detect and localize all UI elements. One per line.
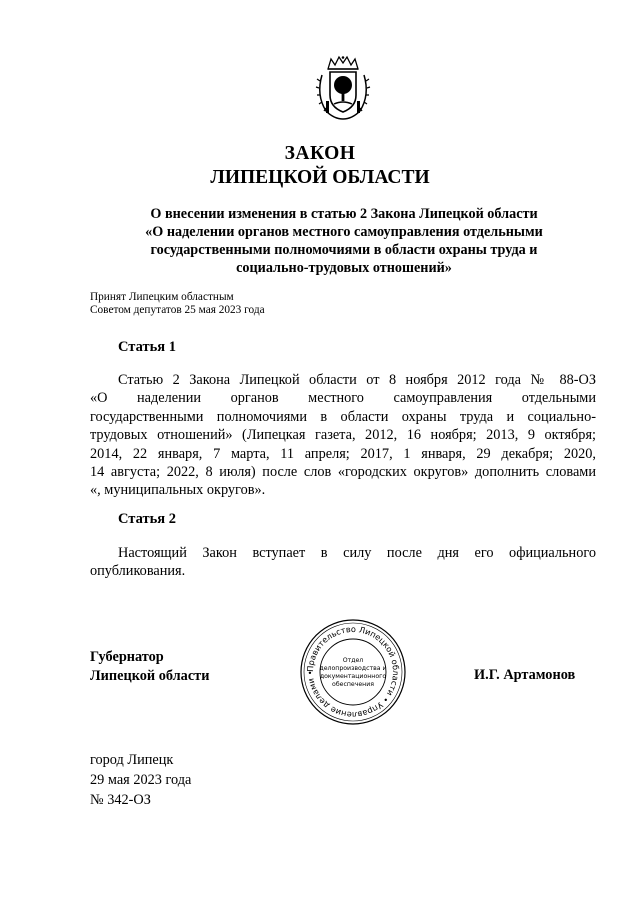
subject-line: О внесении изменения в статью 2 Закона Липецкой области — [150, 206, 538, 222]
article-2-text — [90, 544, 596, 581]
svg-text:обеспечения: обеспечения — [332, 681, 374, 688]
law-number: № 342-ОЗ — [90, 792, 151, 808]
article-2-heading: Статья 2 — [118, 511, 176, 527]
adoption-line: Советом депутатов 25 мая 2023 года — [90, 304, 265, 316]
subject-line: социально-трудовых отношений» — [236, 260, 452, 276]
signing-date: 29 мая 2023 года — [90, 772, 192, 788]
article-1-line: 2014, 22 января, 7 марта, 11 апреля; 2017, 1 января, 29 декабря; 2020, — [90, 445, 596, 462]
article-1-line: государственными полномочиями в области охраны труда и социально- — [90, 408, 596, 425]
article-1-text — [90, 371, 596, 500]
law-subject — [100, 205, 588, 277]
adoption-line: Принят Липецким областным — [90, 291, 234, 303]
city: город Липецк — [90, 752, 174, 768]
article-1-line: «О наделении органов местного самоуправления отдельными — [90, 390, 596, 407]
document-region-title: ЛИПЕЦКОЙ ОБЛАСТИ — [210, 167, 430, 188]
article-1-line: трудовых отношений» (Липецкая газета, 2012, 16 ноября; 2013, 9 октября; — [90, 427, 596, 444]
svg-text:документационного: документационного — [319, 673, 387, 680]
subject-line: «О наделении органов местного самоуправления отдельными — [145, 224, 543, 240]
svg-text:Отдел: Отдел — [342, 657, 364, 664]
article-1-line: «, муниципальных округов». — [90, 482, 266, 499]
article-2-line: Настоящий Закон вступает в силу после дня его официального — [118, 545, 596, 561]
svg-text:Правительство Липецкой области: Правительство Липецкой области • Управление делами • — [304, 623, 402, 721]
article-1-heading: Статья 1 — [118, 339, 176, 355]
signatory-name: И.Г. Артамонов — [474, 667, 576, 683]
article-2-line: опубликования. — [90, 563, 186, 580]
position-line: Губернатор — [90, 649, 164, 665]
article-1-line: 14 августа; 2022, 8 июля) после слов «городских округов» дополнить словами — [90, 464, 596, 481]
coat-of-arms-emblem — [314, 55, 372, 121]
place-date-number — [90, 750, 191, 810]
signatory-position — [90, 648, 209, 686]
position-line: Липецкой области — [90, 668, 210, 684]
subject-line: государственными полномочиями в области охраны труда и — [150, 242, 538, 258]
document-type-title: ЗАКОН — [284, 143, 356, 164]
article-1-line: Статью 2 Закона Липецкой области от 8 ноября 2012 года № 88-ОЗ — [118, 372, 596, 388]
official-stamp — [298, 617, 408, 727]
adoption-note — [90, 291, 265, 317]
svg-text:делопроизводства и: делопроизводства и — [319, 665, 387, 672]
